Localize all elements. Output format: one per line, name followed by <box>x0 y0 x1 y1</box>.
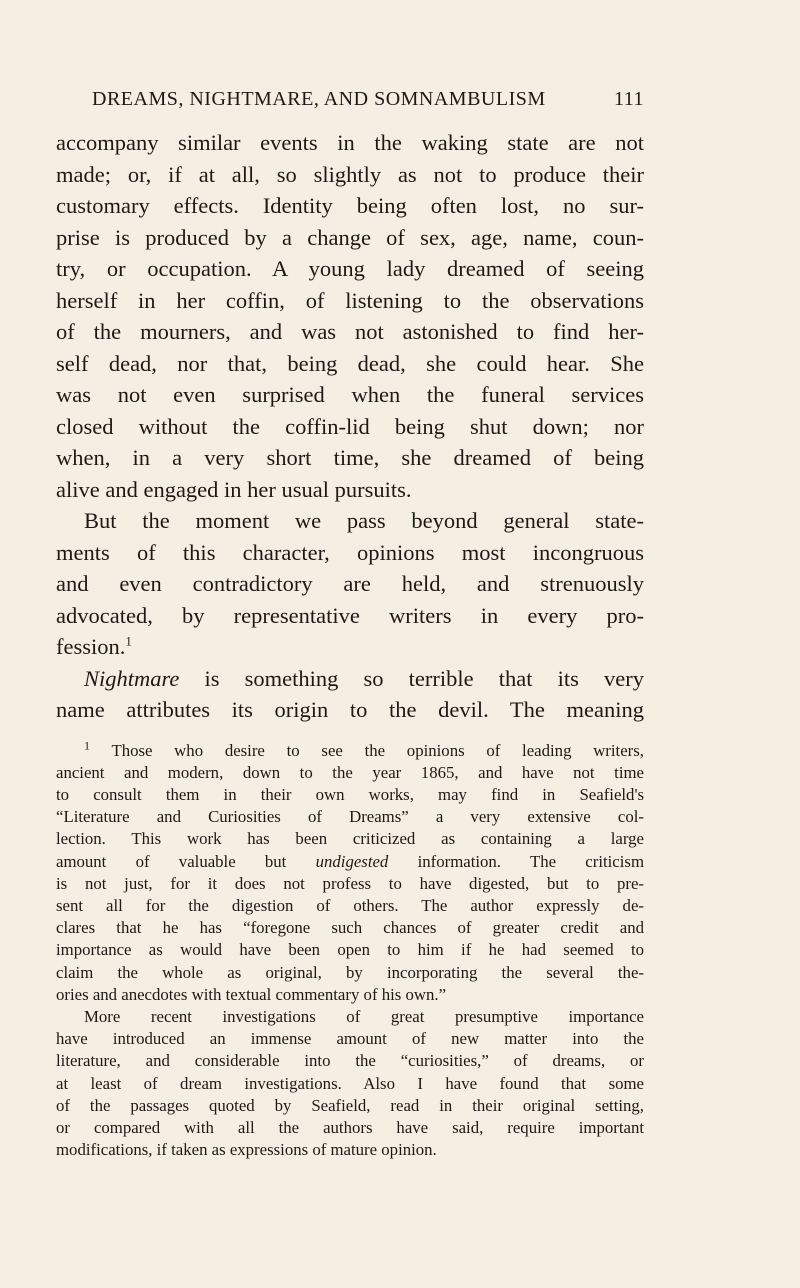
footnote-line: “Literature and Curiosities of Dreams” a very extensive col- <box>56 807 644 827</box>
footnote-line: sent all for the digestion of others. The author expressly de- <box>56 895 644 915</box>
text-line: name attributes its origin to the devil. The meaning <box>56 697 644 722</box>
text-line: alive and engaged in her usual pursuits. <box>56 476 412 502</box>
footnote-line: have introduced an immense amount of new matter into the <box>56 1029 644 1049</box>
footnote-line: ancient and modern, down to the year 1865, and have not time <box>56 762 644 782</box>
undigested-italic-term: undigested <box>315 851 389 871</box>
page-number: 111 <box>613 88 644 110</box>
footnote-line: ories and anecdotes with textual commentary of his own.” <box>56 984 447 1004</box>
text-line: try, or occupation. A young lady dreamed of seeing <box>56 256 644 281</box>
footnote-line <box>56 737 644 762</box>
footnote-line: importance as would have been open to him if he had seemed to <box>56 940 644 960</box>
running-head <box>56 88 644 111</box>
text-line: self dead, nor that, being dead, she could hear. She <box>56 350 644 376</box>
text-line: herself in her coffin, of listening to the observations <box>56 287 644 313</box>
paragraph-2-last-word: fession. <box>56 634 126 659</box>
body-text <box>56 127 644 726</box>
footnote-line: claim the whole as original, by incorporating the several the- <box>56 962 644 982</box>
footnote-line: is not just, for it does not profess to have digested, but to pre- <box>56 873 644 893</box>
footnote-line: modifications, if taken as expressions of mature opinion. <box>56 1140 437 1160</box>
text-line: and even contradictory are held, and strenuously <box>56 571 644 596</box>
footnote-line: or compared with all the authors have said, require important <box>56 1117 644 1137</box>
paragraph-1 <box>56 127 644 505</box>
footnote-line: of the passages quoted by Seafield, read in their original setting, <box>56 1095 644 1115</box>
text-line <box>56 663 644 695</box>
footnote-line: clares that he has “foregone such chances of greater credit and <box>56 918 644 938</box>
text-line: accompany similar events in the waking state are not <box>56 130 644 155</box>
footnote-1-continuation <box>56 1006 644 1161</box>
text-line: ments of this character, opinions most incongruous <box>56 539 644 565</box>
text-line: when, in a very short time, she dreamed of being <box>56 445 644 470</box>
text-line <box>56 631 644 663</box>
text-line: But the moment we pass beyond general state- <box>84 508 644 533</box>
text-line: of the mourners, and was not astonished to find her- <box>56 319 644 344</box>
text-line: closed without the coffin-lid being shut down; nor <box>56 413 644 439</box>
footnote-reference-marker: 1 <box>125 633 132 649</box>
footnote-line: lection. This work has been criticized as containing a large <box>56 829 644 849</box>
running-head-title: DREAMS, NIGHTMARE, AND SOMNAMBULISM <box>92 88 546 110</box>
footnote-1 <box>56 737 645 1006</box>
footnotes <box>56 737 645 1162</box>
text-line: prise is produced by a change of sex, age, name, coun- <box>56 224 644 250</box>
footnote-line: to consult them in their own works, may find in Seafield's <box>56 784 644 804</box>
footnote-line: literature, and considerable into the “curiosities,” of dreams, or <box>56 1051 644 1071</box>
paragraph-3-first-line-rest: is something so terrible that its very <box>179 665 644 691</box>
text-line: advocated, by representative writers in every pro- <box>56 602 644 628</box>
footnote-line <box>56 851 644 873</box>
text-line: customary effects. Identity being often lost, no sur- <box>56 193 644 218</box>
paragraph-3 <box>56 663 644 726</box>
footnote-text-post: information. The criticism <box>388 851 645 871</box>
footnote-text-pre: amount of valuable but <box>56 851 316 871</box>
footnote-line: at least of dream investigations. Also I have found that some <box>56 1073 644 1093</box>
text-line: was not even surprised when the funeral services <box>56 382 644 407</box>
footnote-marker: 1 <box>84 737 90 752</box>
text-line: made; or, if at all, so slightly as not to produce their <box>56 161 644 187</box>
paragraph-2 <box>56 505 644 663</box>
nightmare-italic-term: Nightmare <box>84 665 180 691</box>
footnote-line: More recent investigations of great presumptive importance <box>84 1006 644 1026</box>
footnote-first-line-text: Those who desire to see the opinions of leading writers, <box>111 740 644 760</box>
